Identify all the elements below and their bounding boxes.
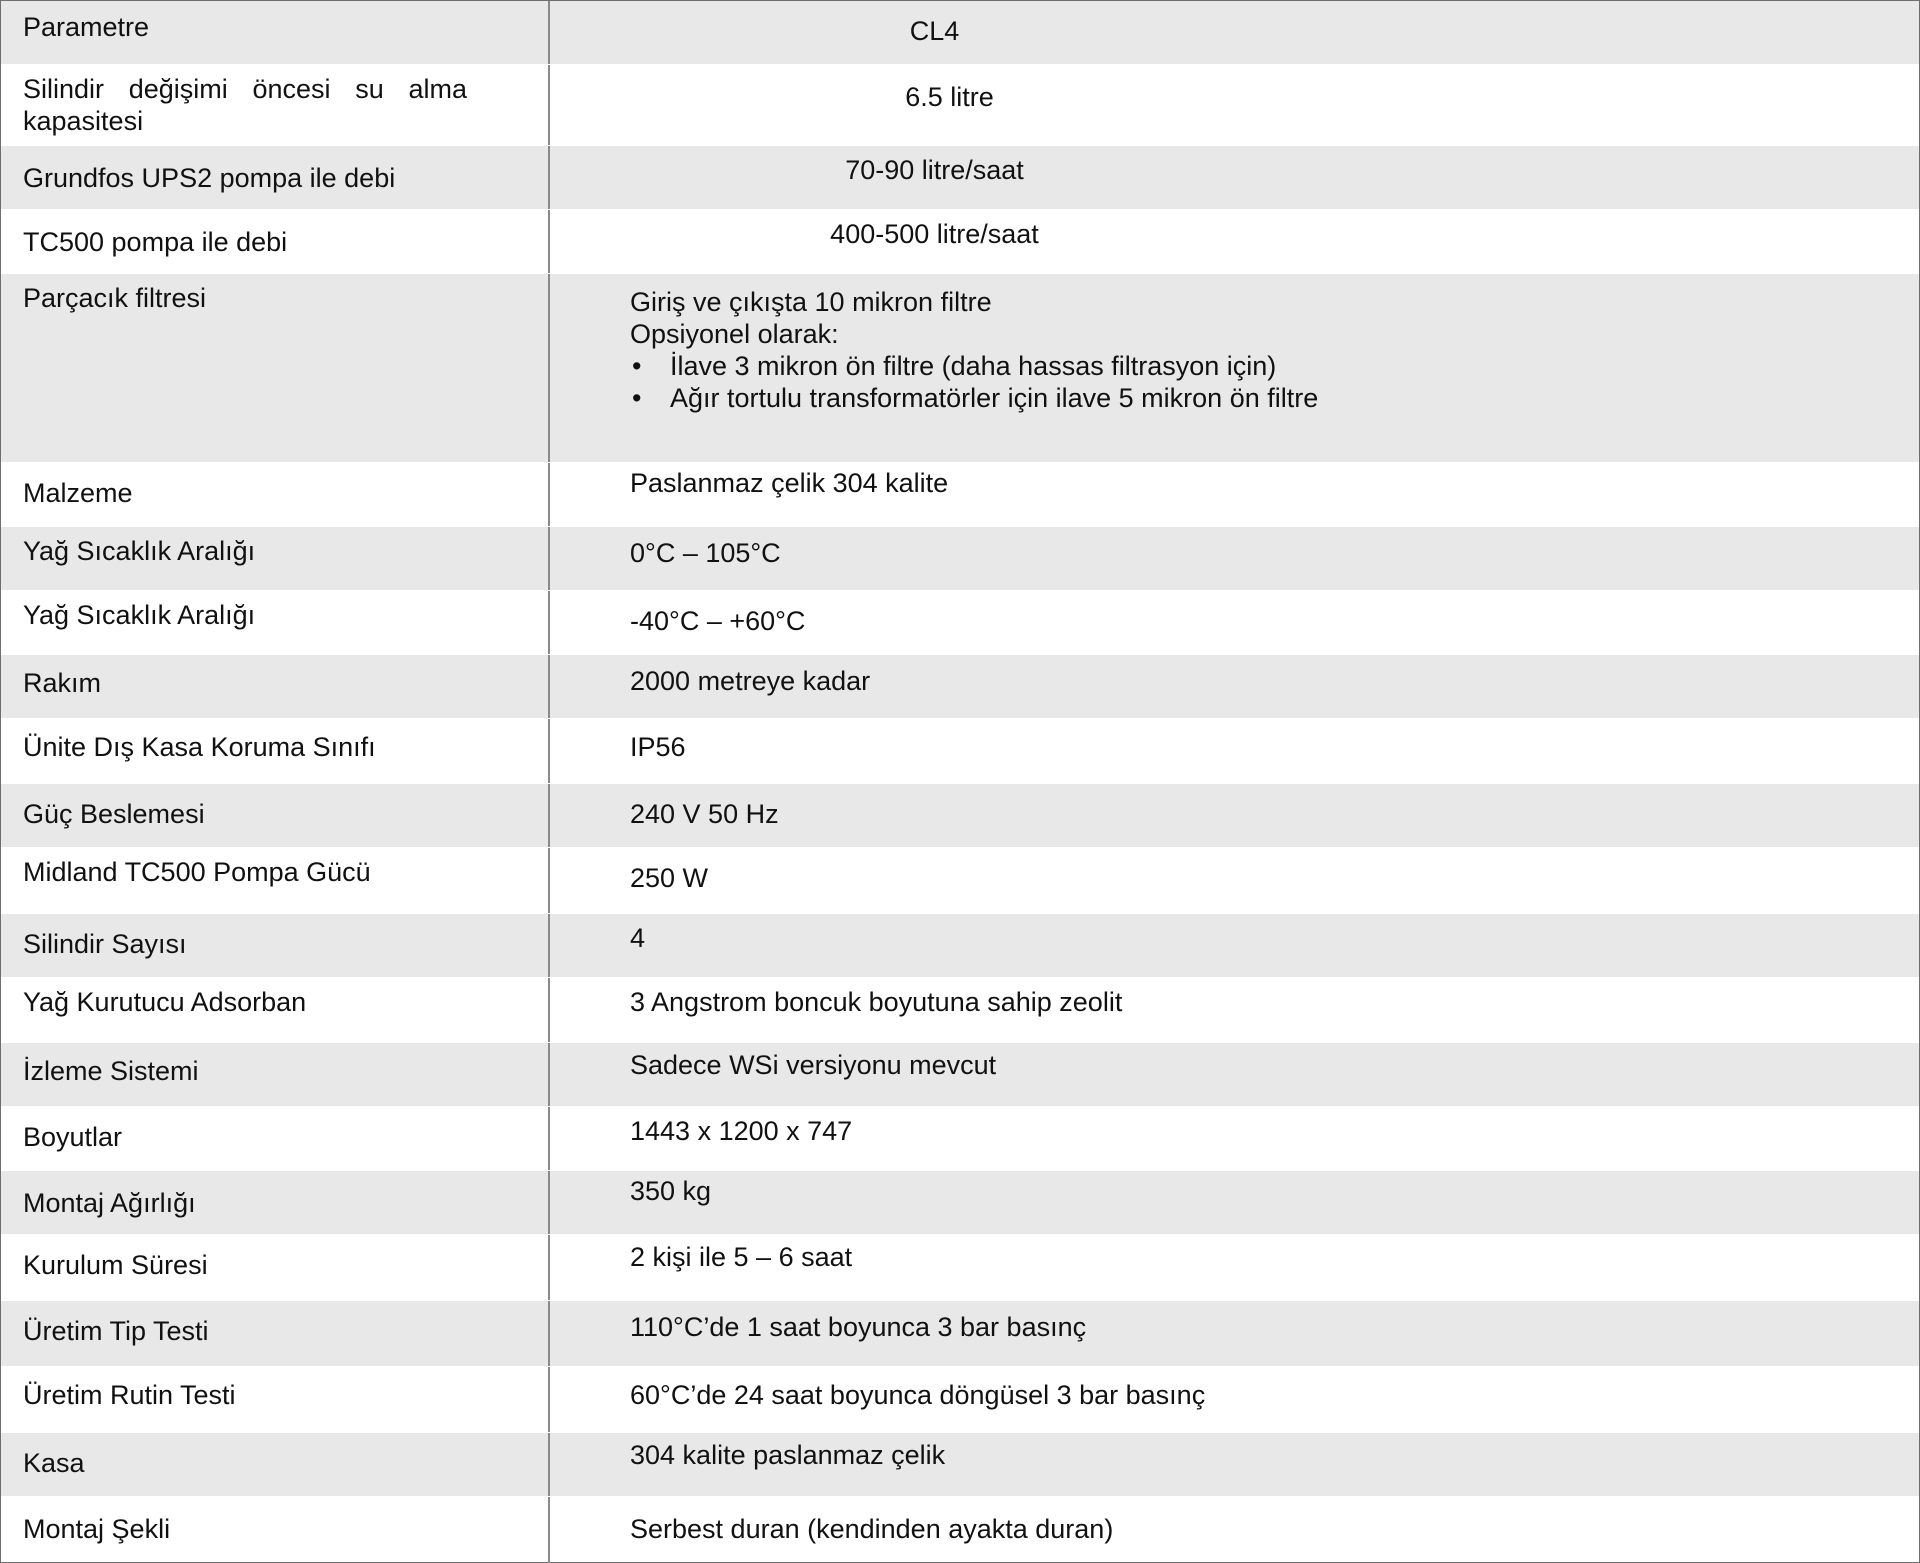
param-cell: Montaj Şekli	[1, 1497, 550, 1563]
value-cell: IP56	[630, 732, 686, 762]
value-cell: 250 W	[630, 863, 709, 893]
param-cell: Ünite Dış Kasa Koruma Sınıfı	[1, 719, 550, 783]
bullet-icon: •	[632, 383, 642, 413]
table-row	[1, 978, 1919, 1043]
param-cell: Silindir Sayısı	[1, 914, 550, 977]
value-cell: 70-90 litre/saat	[845, 155, 1024, 185]
table-row	[1, 719, 1919, 784]
value-cell: 4	[630, 923, 646, 953]
value-cell: 6.5 litre	[905, 82, 994, 112]
param-cell: İzleme Sistemi	[1, 1043, 550, 1106]
bullet-icon: •	[632, 351, 642, 381]
param-cell: Kurulum Süresi	[1, 1235, 550, 1300]
header-model-cell: CL4	[909, 16, 960, 46]
value-cell: 0°C – 105°C	[630, 538, 781, 568]
param-cell: Yağ Sıcaklık Aralığı	[1, 591, 550, 654]
value-line: Giriş ve çıkışta 10 mikron filtre	[630, 287, 992, 317]
value-cell: 1443 x 1200 x 747	[630, 1116, 853, 1146]
value-line: Opsiyonel olarak:	[630, 319, 839, 349]
value-cell	[550, 274, 1919, 462]
param-text: Silindir değişimi öncesi su alma kapasitesi	[23, 74, 467, 136]
value-cell: Sadece WSi versiyonu mevcut	[630, 1050, 997, 1080]
param-cell: Güç Beslemesi	[1, 784, 550, 847]
table-row	[1, 914, 1919, 978]
param-cell: Montaj Ağırlığı	[1, 1171, 550, 1234]
table-row	[1, 784, 1919, 848]
param-cell: Kasa	[1, 1433, 550, 1496]
table-row	[1, 1171, 1919, 1235]
table-header-row	[1, 1, 1919, 65]
bullet-text: Ağır tortulu transformatörler için ilave 5 mikron ön filtre	[670, 383, 1319, 413]
value-cell: 2 kişi ile 5 – 6 saat	[630, 1242, 853, 1272]
param-cell: Boyutlar	[1, 1107, 550, 1170]
table-row	[1, 655, 1919, 719]
table-row	[1, 463, 1919, 527]
table-row	[1, 1235, 1919, 1301]
param-cell: Parçacık filtresi	[1, 274, 550, 462]
param-cell: Grundfos UPS2 pompa ile debi	[1, 146, 550, 209]
param-cell: Malzeme	[1, 463, 550, 526]
table-row	[1, 1367, 1919, 1433]
value-cell: 3 Angstrom boncuk boyutuna sahip zeolit	[630, 987, 1123, 1017]
value-cell: 60°C’de 24 saat boyunca döngüsel 3 bar basınç	[630, 1380, 1206, 1410]
value-cell: 304 kalite paslanmaz çelik	[630, 1440, 946, 1470]
header-param-cell: Parametre	[1, 1, 550, 64]
value-cell: 350 kg	[630, 1176, 712, 1206]
table-row	[1, 591, 1919, 655]
value-cell: Paslanmaz çelik 304 kalite	[630, 468, 949, 498]
table-row	[1, 65, 1919, 146]
table-row	[1, 1301, 1919, 1367]
param-cell: Üretim Rutin Testi	[1, 1367, 550, 1432]
param-cell: Yağ Kurutucu Adsorban	[1, 978, 550, 1042]
value-cell: 110°C’de 1 saat boyunca 3 bar basınç	[630, 1312, 1087, 1342]
table-row	[1, 527, 1919, 591]
value-cell: 240 V 50 Hz	[630, 799, 779, 829]
param-cell	[1, 65, 550, 145]
table-row	[1, 1107, 1919, 1171]
table-row	[1, 274, 1919, 463]
value-cell: Serbest duran (kendinden ayakta duran)	[630, 1514, 1114, 1544]
value-cell: -40°C – +60°C	[630, 606, 806, 636]
param-cell: Rakım	[1, 655, 550, 718]
table-row	[1, 210, 1919, 274]
param-cell: Midland TC500 Pompa Gücü	[1, 848, 550, 913]
table-row	[1, 848, 1919, 914]
bullet-item	[630, 382, 1919, 414]
bullet-item	[630, 350, 1919, 382]
table-row	[1, 1433, 1919, 1497]
bullet-list	[630, 350, 1919, 414]
value-cell: 400-500 litre/saat	[830, 219, 1039, 249]
table-row	[1, 1043, 1919, 1107]
param-cell: Yağ Sıcaklık Aralığı	[1, 527, 550, 590]
bullet-text: İlave 3 mikron ön filtre (daha hassas filtrasyon için)	[670, 351, 1277, 381]
table-row	[1, 146, 1919, 210]
param-cell: Üretim Tip Testi	[1, 1301, 550, 1366]
table-row	[1, 1497, 1919, 1563]
param-cell: TC500 pompa ile debi	[1, 210, 550, 273]
value-cell: 2000 metreye kadar	[630, 666, 871, 696]
